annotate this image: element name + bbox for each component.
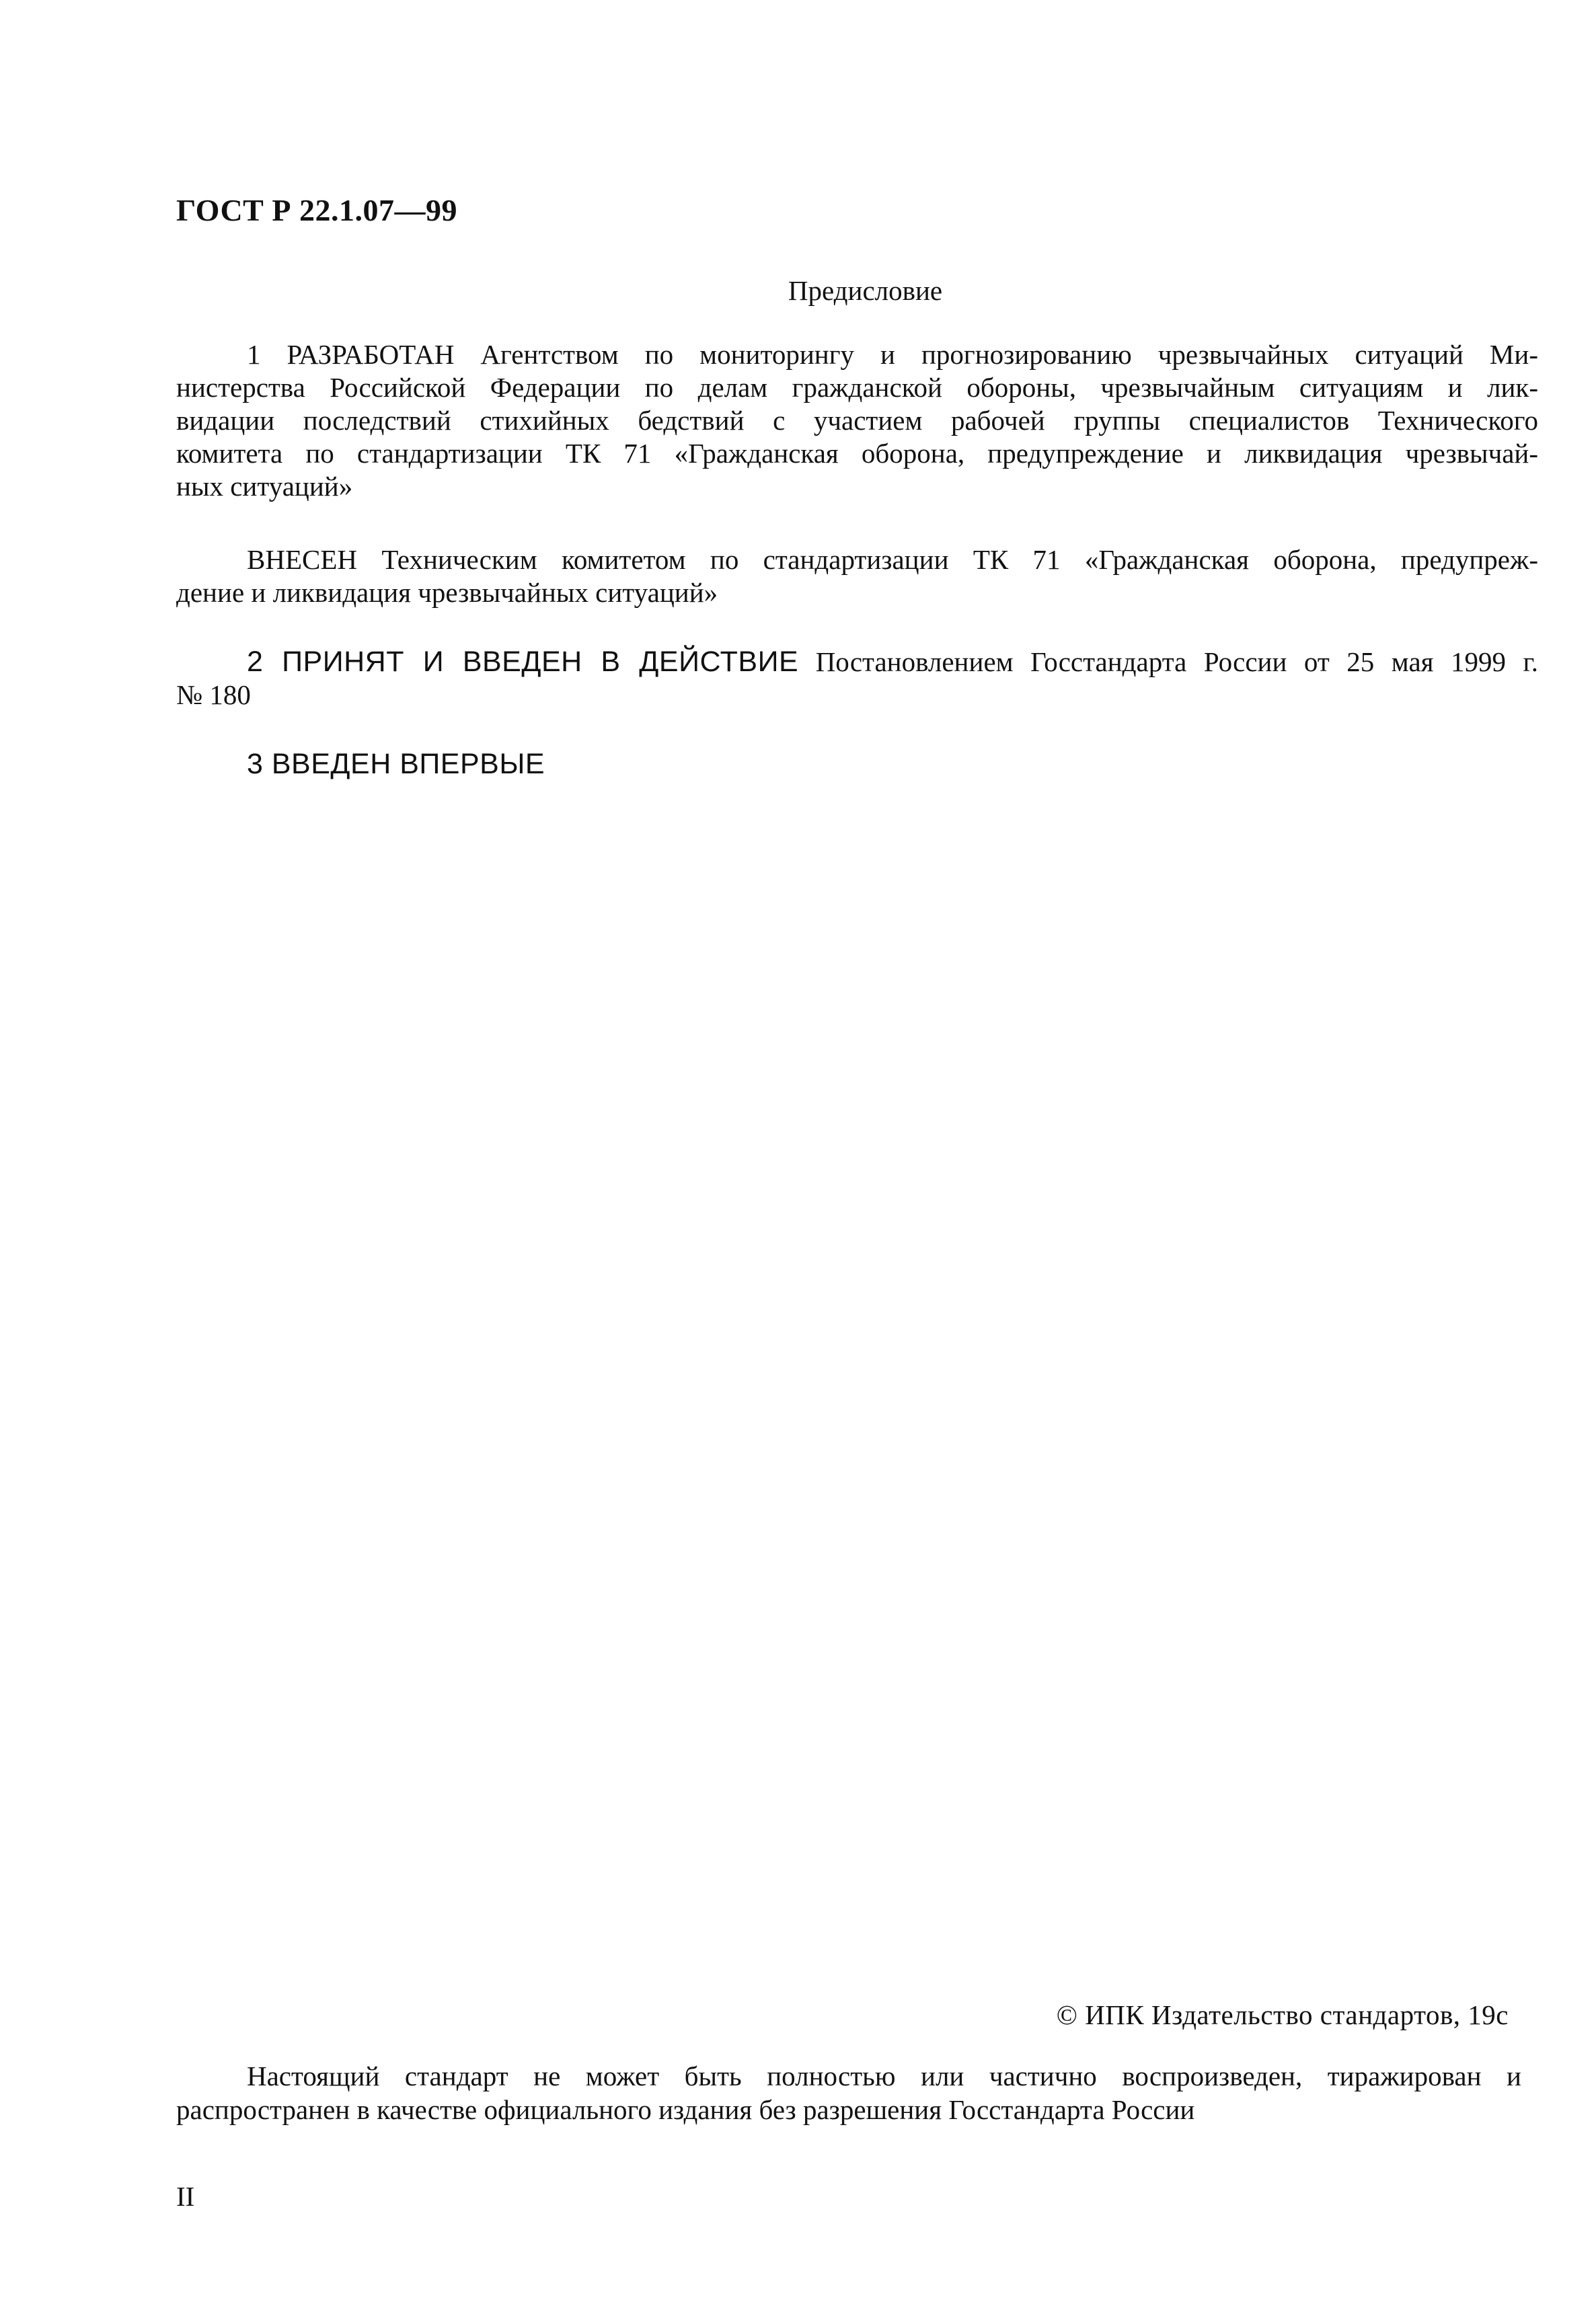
copyright-line: © ИПК Издательство стандартов, 19с [1056,1999,1509,2030]
reproduction-notice-line: Настоящий стандарт не может быть полностью или частично воспроизведен, тиражирован и [247,2061,1521,2091]
foreword-item-2 [176,646,1538,712]
foreword-item-1-line: ных ситуаций» [176,471,353,502]
reproduction-notice-line: распространен в качестве официального издания без разрешения Госстандарта России [176,2094,1195,2125]
foreword-item-2-line2: № 180 [176,679,251,710]
foreword-item-2-lead: 2 ПРИНЯТ И ВВЕДЕН В ДЕЙСТВИЕ [247,646,799,678]
foreword-item-1-line: нистерства Российской Федерации по делам гражданской обороны, чрезвычайным ситуациям и лик- [176,372,1538,403]
reproduction-notice [176,2059,1521,2126]
foreword-item-vnesen [176,543,1538,609]
foreword-item-vnesen-line: ВНЕСЕН Техническим комитетом по стандартизации ТК 71 «Гражданская оборона, предупреж- [247,544,1538,575]
section-title-foreword: Предисловие [788,275,943,306]
foreword-item-2-line [176,646,1538,679]
foreword-item-1-line: 1 РАЗРАБОТАН Агентством по мониторингу и прогнозированию чрезвычайных ситуаций Ми- [247,339,1538,370]
foreword-item-1 [176,338,1538,503]
foreword-item-1-line: видации последствий стихийных бедствий с участием рабочей группы специалистов Технического [176,405,1538,436]
foreword-item-3-line: 3 ВВЕДЕН ВПЕРВЫЕ [247,748,545,780]
foreword-item-vnesen-line: дение и ликвидация чрезвычайных ситуаций» [176,577,718,608]
foreword-item-3 [176,748,1538,781]
standard-code-header: ГОСТ Р 22.1.07—99 [176,193,457,227]
foreword-item-1-line: комитета по стандартизации ТК 71 «Гражданская оборона, предупреждение и ликвидация чрезвычай- [176,438,1538,469]
page-number: II [176,2181,195,2212]
foreword-item-2-rest: Постановлением Госстандарта России от 25 мая 1999 г. [798,646,1538,677]
